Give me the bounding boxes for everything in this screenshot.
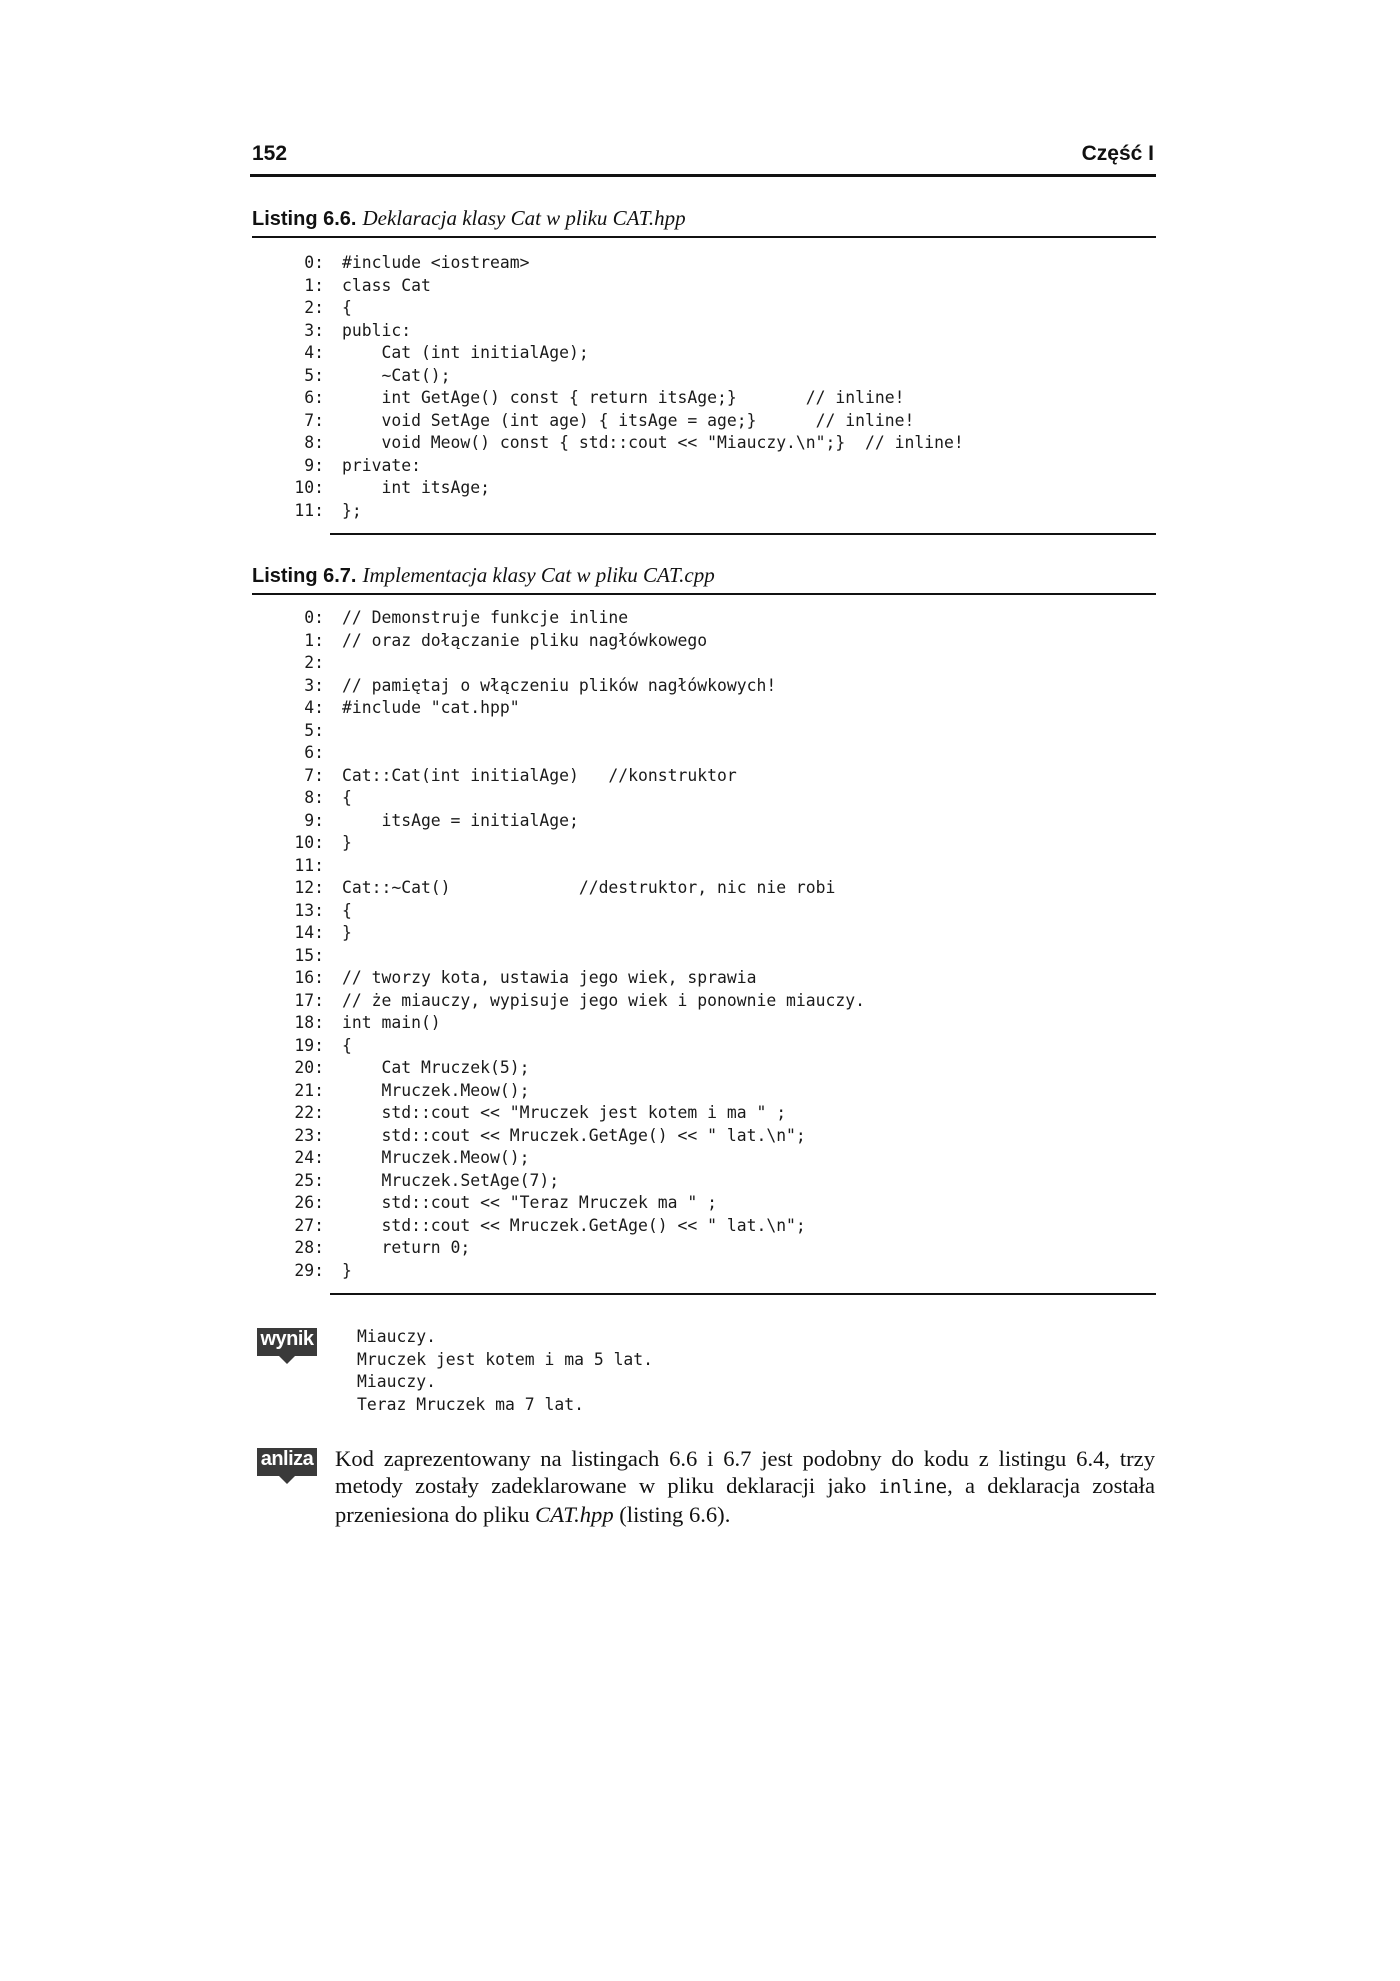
code-line: [304, 252, 964, 275]
code-text: Cat (int initialAge);: [342, 343, 589, 362]
line-number: 27:: [294, 1215, 324, 1235]
code-text: {: [342, 900, 352, 920]
code-line: [304, 720, 865, 743]
code-line: [294, 1012, 865, 1035]
code-text: };: [342, 500, 362, 520]
line-number: 8:: [304, 788, 324, 807]
code-text: std::cout << "Teraz Mruczek ma " ;: [342, 1193, 717, 1212]
code-text: {: [342, 298, 352, 317]
code-line: [304, 365, 964, 388]
code-text: #include <iostream>: [342, 253, 530, 272]
code-text: Mruczek.Meow();: [342, 1080, 530, 1100]
line-number: 6:: [304, 743, 324, 762]
code-text: }: [342, 1260, 352, 1280]
line-number: 24:: [294, 1148, 324, 1167]
code-line: [294, 1125, 865, 1148]
line-number: 0:: [304, 608, 324, 627]
listing-6-6-code: [294, 252, 964, 522]
analysis-text-part: Kod zaprezentowany na listingach 6.6 i 6.7 jest podobny do kodu z listingu 6.4, trzy metody zostały zadeklarowane w pliku deklaracji jako: [335, 1446, 1155, 1498]
line-number: 7:: [304, 765, 324, 785]
file-name: CAT.hpp: [535, 1502, 614, 1527]
line-number: 1:: [304, 275, 324, 295]
code-text: std::cout << Mruczek.GetAge() << " lat.\n";: [342, 1125, 806, 1145]
line-number: 10:: [294, 833, 324, 852]
code-text: Cat Mruczek(5);: [342, 1058, 530, 1077]
code-text: }: [342, 923, 352, 942]
line-number: 25:: [294, 1170, 324, 1190]
line-number: 14:: [294, 923, 324, 942]
code-text: // tworzy kota, ustawia jego wiek, sprawia: [342, 968, 757, 987]
code-text: // Demonstruje funkcje inline: [342, 608, 629, 627]
code-line: [304, 342, 964, 365]
analysis-paragraph: [335, 1445, 1155, 1528]
program-output: [357, 1326, 653, 1416]
output-line: Mruczek jest kotem i ma 5 lat.: [357, 1349, 654, 1369]
code-line: [304, 787, 865, 810]
code-line: [294, 945, 865, 968]
code-text: Mruczek.Meow();: [342, 1148, 530, 1167]
code-line: [304, 765, 865, 788]
code-line: [294, 922, 865, 945]
line-number: 2:: [304, 653, 324, 672]
listing-6-6-end-rule: [330, 533, 1156, 535]
code-text: itsAge = initialAge;: [342, 810, 579, 830]
code-line: [304, 607, 865, 630]
code-line: [304, 320, 964, 343]
analysis-badge-icon: [255, 1446, 319, 1480]
code-line: [304, 432, 964, 455]
line-number: 20:: [294, 1058, 324, 1077]
code-line: [294, 1057, 865, 1080]
line-number: 3:: [304, 320, 324, 340]
listing-label: Listing 6.7.: [252, 565, 357, 587]
output-badge-label: wynik: [260, 1328, 314, 1350]
code-line: [294, 1192, 865, 1215]
code-line: [304, 675, 865, 698]
code-text: int GetAge() const { return itsAge;} // inline!: [342, 388, 905, 407]
code-text: Mruczek.SetAge(7);: [342, 1170, 560, 1190]
code-text: #include "cat.hpp": [342, 698, 520, 717]
code-text: Cat::~Cat() //destruktor, nic nie robi: [342, 878, 836, 897]
code-text: {: [342, 788, 352, 807]
code-line: [304, 742, 865, 765]
code-line: [294, 877, 865, 900]
inline-code-word: inline: [878, 1476, 948, 1498]
code-text: int itsAge;: [342, 478, 491, 497]
line-number: 5:: [304, 365, 324, 385]
listing-6-7-code: [294, 607, 866, 1282]
code-text: Cat::Cat(int initialAge) //konstruktor: [342, 765, 737, 785]
line-number: 22:: [294, 1103, 324, 1122]
code-line: [304, 410, 964, 433]
output-badge-icon: [255, 1326, 319, 1360]
line-number: 16:: [294, 968, 324, 987]
code-line: [294, 1102, 865, 1125]
part-title: Część I: [1081, 142, 1154, 165]
line-number: 26:: [294, 1193, 324, 1212]
code-line: [304, 630, 865, 653]
listing-6-7-caption: [252, 563, 1156, 595]
line-number: 19:: [294, 1035, 324, 1055]
listing-title: Implementacja klasy Cat w pliku CAT.cpp: [362, 563, 715, 587]
code-text: std::cout << "Mruczek jest kotem i ma " ;: [342, 1103, 787, 1122]
code-line: [294, 1215, 865, 1238]
code-line: [304, 810, 865, 833]
code-text: // że miauczy, wypisuje jego wiek i ponownie miauczy.: [342, 990, 866, 1010]
line-number: 17:: [294, 990, 324, 1010]
code-text: // oraz dołączanie pliku nagłówkowego: [342, 630, 708, 650]
code-line: [304, 387, 964, 410]
output-line: Miauczy.: [357, 1372, 436, 1391]
code-line: [304, 275, 964, 298]
line-number: 28:: [294, 1238, 324, 1257]
line-number: 7:: [304, 410, 324, 430]
code-line: [294, 1260, 865, 1283]
code-text: }: [342, 833, 352, 852]
line-number: 4:: [304, 698, 324, 717]
code-line: [294, 1035, 865, 1058]
code-text: {: [342, 1035, 352, 1055]
output-line: Miauczy.: [357, 1327, 436, 1346]
line-number: 0:: [304, 253, 324, 272]
line-number: 5:: [304, 720, 324, 740]
line-number: 1:: [304, 630, 324, 650]
code-text: int main(): [342, 1013, 441, 1032]
code-text: void Meow() const { std::cout << "Miauczy.\n";} // inline!: [342, 433, 964, 452]
line-number: 21:: [294, 1080, 324, 1100]
code-line: [294, 1237, 865, 1260]
line-number: 10:: [294, 478, 324, 497]
code-line: [294, 855, 865, 878]
listing-6-6-caption: [252, 206, 1156, 238]
code-line: [294, 832, 865, 855]
line-number: 11:: [294, 500, 324, 520]
code-line: [304, 697, 865, 720]
listing-label: Listing 6.6.: [252, 208, 357, 230]
code-text: class Cat: [342, 275, 431, 295]
line-number: 23:: [294, 1125, 324, 1145]
analysis-text-part: , a deklaracja została przeniesiona do pliku: [335, 1473, 1155, 1527]
code-line: [294, 1080, 865, 1103]
line-number: 29:: [294, 1260, 324, 1280]
code-line: [304, 297, 964, 320]
code-text: return 0;: [342, 1238, 471, 1257]
code-text: public:: [342, 320, 412, 340]
code-line: [294, 477, 964, 500]
code-text: std::cout << Mruczek.GetAge() << " lat.\n";: [342, 1215, 806, 1235]
code-line: [294, 500, 964, 523]
line-number: 12:: [294, 878, 324, 897]
code-text: // pamiętaj o włączeniu plików nagłówkowych!: [342, 675, 777, 695]
line-number: 4:: [304, 343, 324, 362]
output-line: Teraz Mruczek ma 7 lat.: [357, 1394, 584, 1414]
listing-6-7-end-rule: [330, 1293, 1156, 1295]
running-header: [250, 142, 1156, 177]
line-number: 18:: [294, 1013, 324, 1032]
line-number: 9:: [304, 810, 324, 830]
code-line: [294, 990, 866, 1013]
code-line: [294, 1147, 865, 1170]
code-line: [304, 455, 964, 478]
line-number: 6:: [304, 388, 324, 407]
line-number: 11:: [294, 855, 324, 875]
code-line: [304, 652, 865, 675]
code-text: ~Cat();: [342, 365, 451, 385]
line-number: 8:: [304, 433, 324, 452]
page-number: 152: [252, 142, 288, 165]
analysis-text-part: (listing 6.6).: [613, 1502, 731, 1527]
line-number: 2:: [304, 298, 324, 317]
code-line: [294, 900, 865, 923]
line-number: 3:: [304, 675, 324, 695]
line-number: 9:: [304, 455, 324, 475]
code-text: void SetAge (int age) { itsAge = age;} // inline!: [342, 410, 915, 430]
code-line: [294, 1170, 865, 1193]
line-number: 13:: [294, 900, 324, 920]
analysis-badge-label: anliza: [260, 1448, 314, 1470]
line-number: 15:: [294, 945, 324, 965]
code-text: private:: [342, 455, 421, 475]
listing-title: Deklaracja klasy Cat w pliku CAT.hpp: [362, 206, 686, 230]
code-line: [294, 967, 865, 990]
